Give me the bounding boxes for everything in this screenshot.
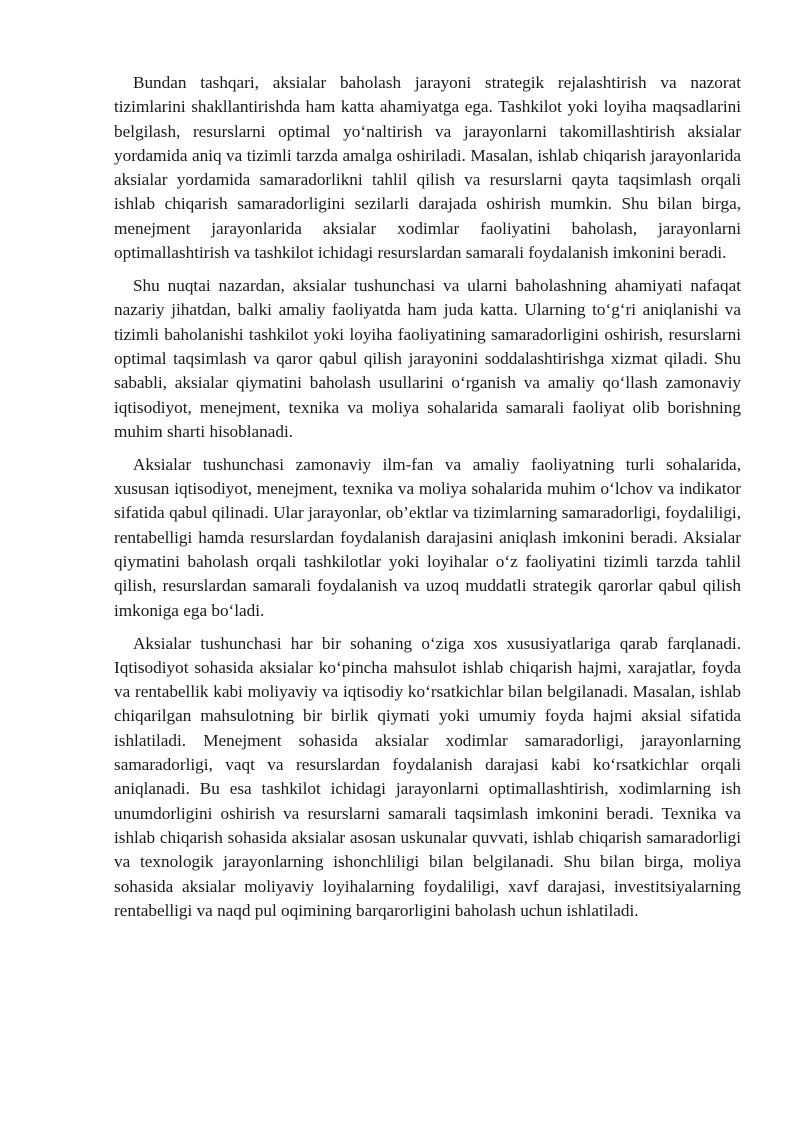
paragraph-3: Aksialar tushunchasi zamonaviy ilm-fan va amaliy faoliyatning turli sohalarida, xususan iqtisodiyot, menejment, texnika va moliya sohalarida muhim o‘lchov va indikator sifatida qabul qilinadi. Ular jarayonlar, ob’ektlar va tizimlarning samaradorligi, foydaliligi, rentabelligi hamda resurslardan foydalanish darajasini aniqlash imkonini beradi. Aksialar qiymatini baholash orqali tashkilotlar yoki loyihalar o‘z faoliyatini tizimli tarzda tahlil qilish, resurslardan samarali foydalanish va uzoq muddatli strategik qarorlar qabul qilish imkoniga ega bo‘ladi. xyxy=(114,454,741,620)
paragraph-4: Aksialar tushunchasi har bir sohaning o‘ziga xos xususiyatlariga qarab farqlanadi. Iqtisodiyot sohasida aksialar ko‘pincha mahsulot ishlab chiqarish hajmi, xarajatlar, foyda va rentabellik kabi moliyaviy va iqtisodiy ko‘rsatkichlar bilan belgilanadi. Masalan, ishlab chiqarilgan mahsulotning bir birlik qiymati yoki umumiy foyda hajmi aksial sifatida ishlatiladi. Menejment sohasida aksialar xodimlar samaradorligi, jarayonlarning samaradorligi, vaqt va resurslardan foydalanish darajasi kabi ko‘rsatkichlar orqali aniqlanadi. Bu esa tashkilot ichidagi jarayonlarni optimallashtirish, xodimlarning ish unumdorligini oshirish va resurslarni samarali taqsimlash imkonini beradi. Texnika va ishlab chiqarish sohasida aksialar asosan uskunalar quvvati, ishlab chiqarish samaradorligi va texnologik jarayonlarning ishonchliligi bilan belgilanadi. Shu bilan birga, moliya sohasida aksialar moliyaviy loyihalarning foydaliligi, xavf darajasi, investitsiyalarning rentabelligi va naqd pul oqimining barqarorligini baholash uchun ishlatiladi. xyxy=(114,633,741,920)
paragraph-2: Shu nuqtai nazardan, aksialar tushunchasi va ularni baholashning ahamiyati nafaqat nazariy jihatdan, balki amaliy faoliyatda ham juda katta. Ularning to‘g‘ri aniqlanishi va tizimli baholanishi tashkilot yoki loyiha faoliyatining samaradorligini oshirish, resurslarni optimal taqsimlash va qaror qabul qilish jarayonini soddalashtirishga xizmat qiladi. Shu sababli, aksialar qiymatini baholash usullarini o‘rganish va amaliy qo‘llash zamonaviy iqtisodiyot, menejment, texnika va moliya sohalarida samarali faoliyat olib borishning muhim sharti hisoblanadi. xyxy=(114,276,741,441)
document-page xyxy=(114,71,741,932)
paragraph-1: Bundan tashqari, aksialar baholash jarayoni strategik rejalashtirish va nazorat tizimlarini shakllantirishda ham katta ahamiyatga ega. Tashkilot yoki loyiha maqsadlarini belgilash, resurslarni optimal yo‘naltirish va jarayonlarni takomillashtirish aksialar yordamida aniq va tizimli tarzda amalga oshiriladi. Masalan, ishlab chiqarish jarayonlarida aksialar yordamida samaradorlikni tahlil qilish va resurslarni qayta taqsimlash orqali ishlab chiqarish samaradorligini sezilarli darajada oshirish mumkin. Shu bilan birga, menejment jarayonlarida aksialar xodimlar faoliyatini baholash, jarayonlarni optimallashtirish va tashkilot ichidagi resurslardan samarali foydalanish imkonini beradi. xyxy=(114,73,741,263)
